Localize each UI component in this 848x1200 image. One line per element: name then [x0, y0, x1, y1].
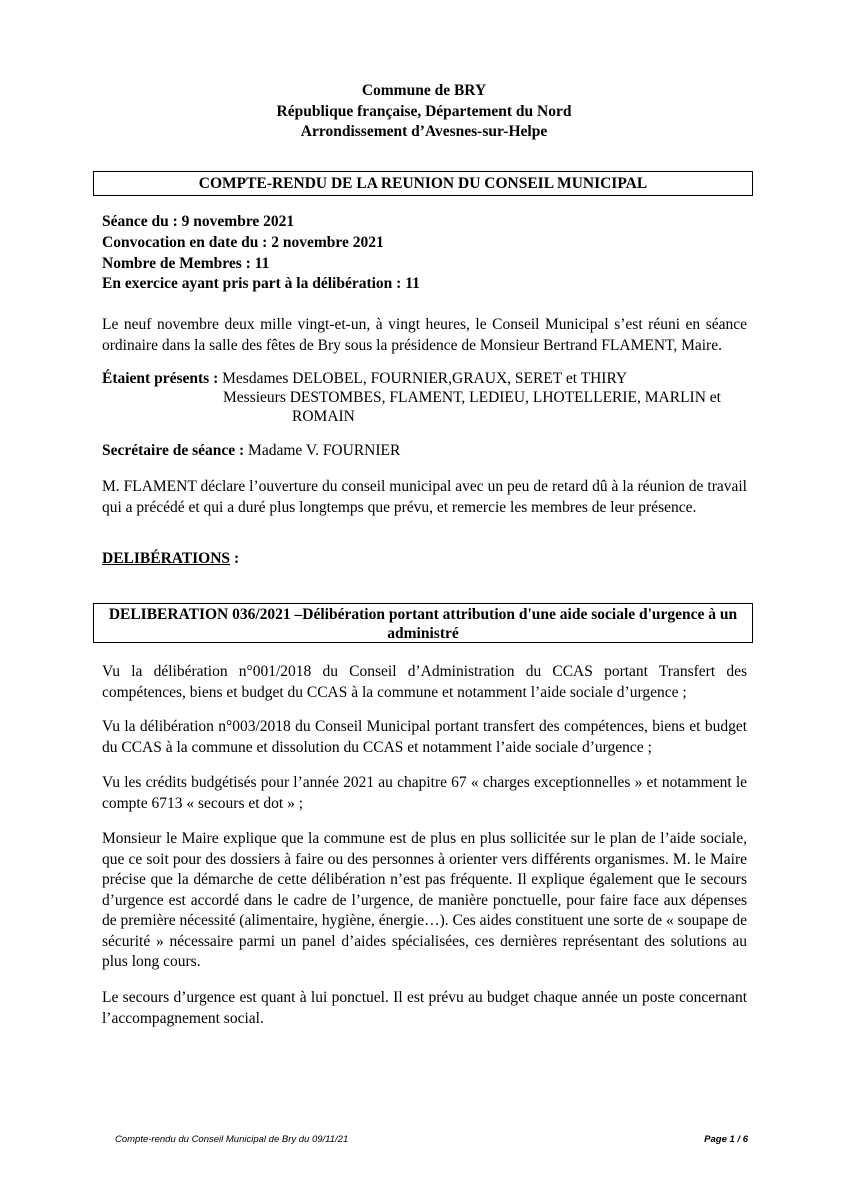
attendees — [102, 369, 747, 426]
secretary-value: Madame V. FOURNIER — [244, 442, 401, 459]
page-number: Page 1 / 6 — [704, 1134, 748, 1145]
opening-paragraph: M. FLAMENT déclare l’ouverture du conseil municipal avec un peu de retard dû à la réunion de travail qui a précédé et qui a duré plus longtemps que prévu, et remercie les membres de leur présence. — [102, 478, 747, 516]
paragraph-secours: Le secours d’urgence est quant à lui ponctuel. Il est prévu au budget chaque année un poste concernant l’accompagnement social. — [102, 989, 747, 1027]
deliberations-heading — [102, 549, 239, 569]
meta-convocation: Convocation en date du : 2 novembre 2021 — [102, 233, 384, 251]
secretary — [102, 441, 400, 461]
paragraph-maire-explique: Monsieur le Maire explique que la commune est de plus en plus sollicitée sur le plan de l’aide sociale, que ce soit pour des dossiers à faire ou des personnes à orienter vers différents organismes. M. le Maire précise que la démarche de cette délibération n’est pas fréquente. Il explique également que le secours d’urgence est accordé dans le cadre de l’urgence, de manière ponctuelle, pour faire face aux dépenses de première nécessité (alimentaire, hygiène, énergie…). Ces aides constituent une sorte de « soupape de sécurité » nécessaire parmi un panel d’aides spécialisées, ces dernières représentant des solutions au plus long cours. — [102, 830, 747, 970]
attendees-messieurs: Messieurs DESTOMBES, FLAMENT, LEDIEU, LHOTELLERIE, MARLIN et — [223, 389, 721, 406]
secretary-label: Secrétaire de séance : — [102, 442, 245, 459]
attendees-mesdames: Mesdames DELOBEL, FOURNIER,GRAUX, SERET et THIRY — [218, 370, 628, 387]
deliberations-heading-text: DELIBÉRATIONS — [102, 550, 231, 567]
deliberation-title: DELIBERATION 036/2021 –Délibération portant attribution d'une aide sociale d'urgence à un administré — [93, 603, 753, 643]
document-title: COMPTE-RENDU DE LA REUNION DU CONSEIL MUNICIPAL — [93, 171, 753, 196]
header-republique: République française, Département du Nord — [276, 102, 572, 120]
document-header — [0, 81, 848, 143]
header-arrondissement: Arrondissement d’Avesnes-sur-Helpe — [300, 123, 548, 140]
header-commune: Commune de BRY — [361, 82, 487, 99]
paragraph-vu-credits: Vu les crédits budgétisés pour l’année 2021 au chapitre 67 « charges exceptionnelles » et notamment le compte 6713 « secours et dot » ; — [102, 774, 747, 812]
meta-seance: Séance du : 9 novembre 2021 — [102, 213, 295, 230]
attendees-messieurs-cont: ROMAIN — [292, 408, 355, 425]
meta-membres: Nombre de Membres : 11 — [102, 254, 270, 272]
meta-exercice: En exercice ayant pris part à la délibération : 11 — [102, 275, 420, 293]
deliberations-heading-colon: : — [230, 550, 240, 567]
paragraph-vu-003: Vu la délibération n°003/2018 du Conseil Municipal portant transfert des compétences, biens et budget du CCAS à la commune et dissolution du CCAS et notamment l’aide sociale d’urgence ; — [102, 718, 747, 756]
footer-title: Compte-rendu du Conseil Municipal de Bry du 09/11/21 — [115, 1134, 349, 1145]
meeting-meta — [102, 212, 420, 295]
intro-paragraph: Le neuf novembre deux mille vingt-et-un, à vingt heures, le Conseil Municipal s’est réuni en séance ordinaire dans la salle des fêtes de Bry sous la présidence de Monsieur Bertrand FLAMENT, Maire. — [102, 316, 747, 354]
attendees-label: Étaient présents : — [102, 370, 219, 387]
paragraph-vu-001: Vu la délibération n°001/2018 du Conseil d’Administration du CCAS portant Transfert des compétences, biens et budget du CCAS à la commune et notamment l’aide sociale d’urgence ; — [102, 663, 747, 701]
